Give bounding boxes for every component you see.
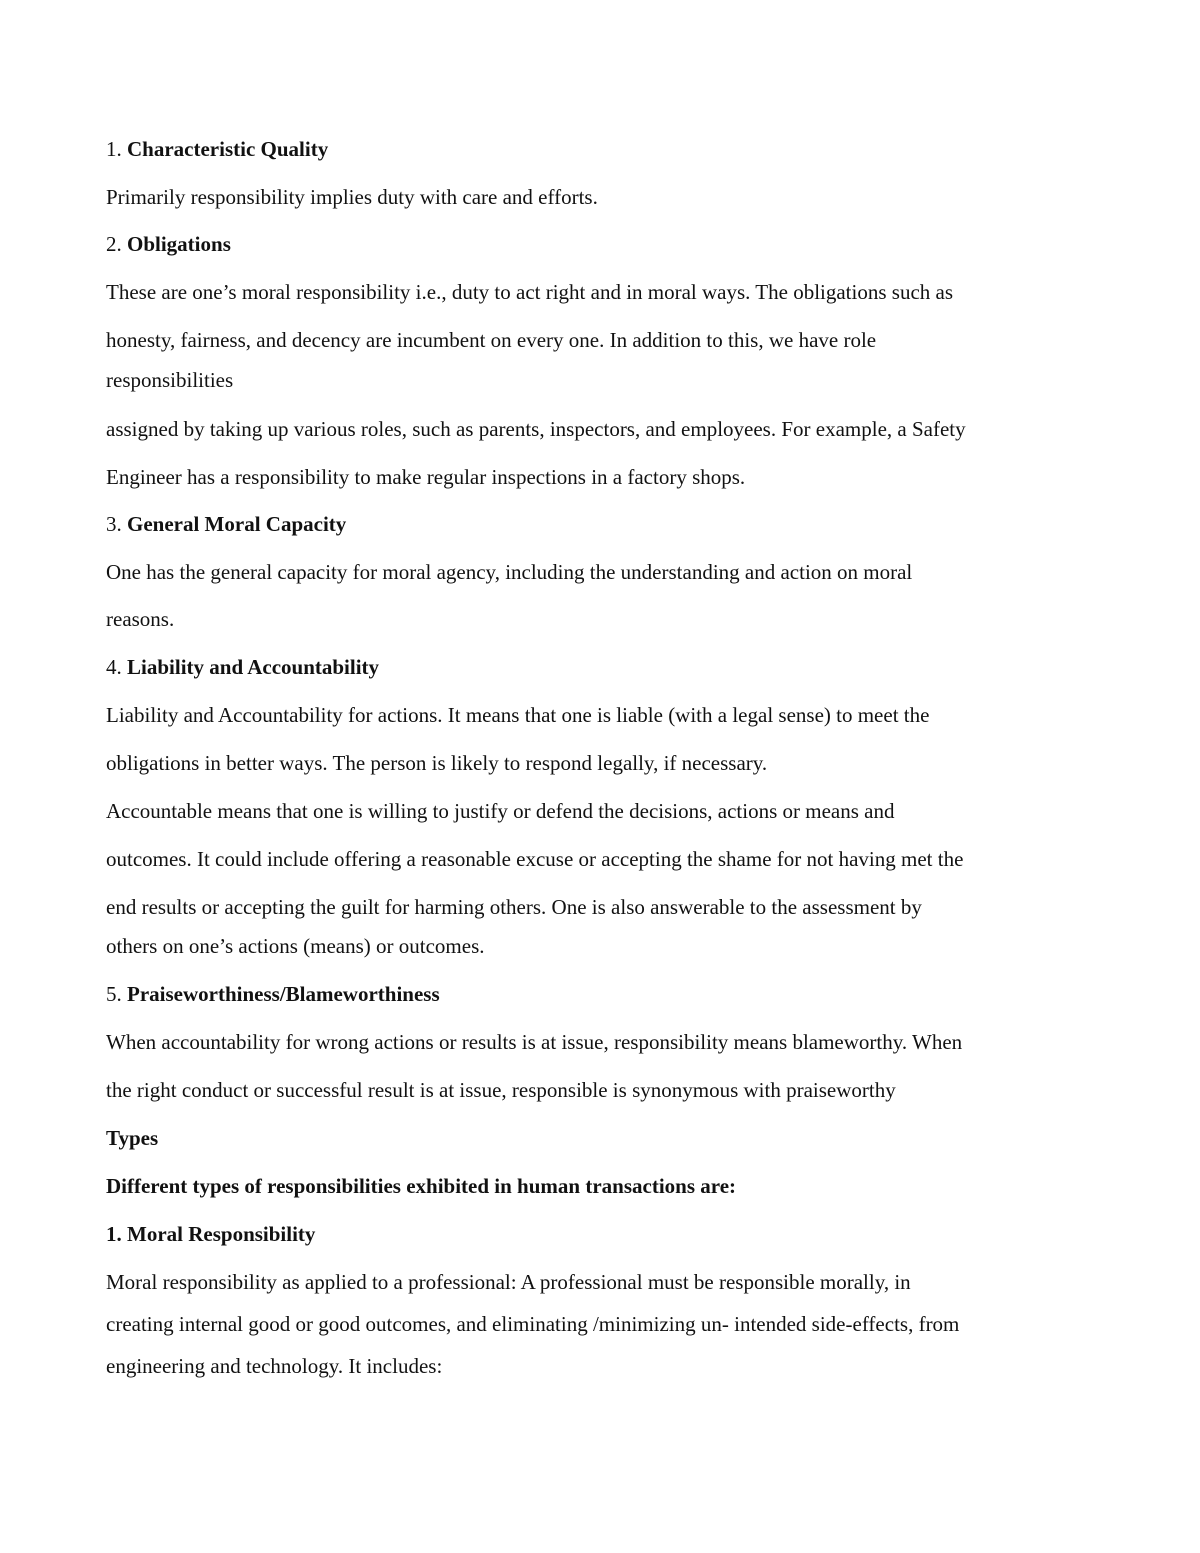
heading-number: 2. — [106, 232, 122, 256]
body-line: Moral responsibility as applied to a professional: A professional must be responsible morally, in — [106, 1270, 911, 1294]
heading-title: Praiseworthiness/Blameworthiness — [127, 982, 440, 1006]
body-line: One has the general capacity for moral agency, including the understanding and action on moral — [106, 560, 913, 584]
heading-number: 1. — [106, 137, 122, 161]
body-line: These are one’s moral responsibility i.e., duty to act right and in moral ways. The obligations such as — [106, 280, 954, 304]
body-line: the right conduct or successful result is at issue, responsible is synonymous with praiseworthy — [106, 1078, 896, 1102]
body-line: creating internal good or good outcomes, and eliminating /minimizing un- intended side-effects, from — [106, 1312, 960, 1336]
body-line: responsibilities — [106, 368, 234, 392]
heading-title: Characteristic Quality — [127, 137, 329, 161]
body-line: others on one’s actions (means) or outcomes. — [106, 934, 485, 958]
body-line: honesty, fairness, and decency are incumbent on every one. In addition to this, we have role — [106, 328, 877, 352]
section-heading — [106, 654, 379, 680]
body-line: end results or accepting the guilt for harming others. One is also answerable to the assessment by — [106, 895, 922, 919]
types-item-heading: 1. Moral Responsibility — [106, 1222, 316, 1246]
body-line: outcomes. It could include offering a reasonable excuse or accepting the shame for not having met the — [106, 847, 964, 871]
body-line: obligations in better ways. The person is likely to respond legally, if necessary. — [106, 751, 768, 775]
body-line: Liability and Accountability for actions. It means that one is liable (with a legal sense) to meet the — [106, 703, 930, 727]
section-heading — [106, 981, 440, 1007]
body-line: When accountability for wrong actions or results is at issue, responsibility means blameworthy. When — [106, 1030, 963, 1054]
section-heading — [106, 511, 346, 537]
body-line: Engineer has a responsibility to make regular inspections in a factory shops. — [106, 465, 746, 489]
body-line: Accountable means that one is willing to justify or defend the decisions, actions or means and — [106, 799, 895, 823]
body-line: assigned by taking up various roles, such as parents, inspectors, and employees. For example, a Safety — [106, 417, 966, 441]
body-line: reasons. — [106, 607, 175, 631]
heading-number: 3. — [106, 512, 122, 536]
types-intro: Different types of responsibilities exhibited in human transactions are: — [106, 1174, 737, 1198]
types-title: Types — [106, 1126, 159, 1150]
heading-number: 5. — [106, 982, 122, 1006]
body-line: engineering and technology. It includes: — [106, 1354, 443, 1378]
body-line: Primarily responsibility implies duty with care and efforts. — [106, 185, 598, 209]
heading-title: General Moral Capacity — [127, 512, 347, 536]
heading-number: 4. — [106, 655, 122, 679]
section-heading — [106, 136, 328, 162]
section-heading — [106, 231, 231, 257]
heading-title: Liability and Accountability — [127, 655, 380, 679]
heading-title: Obligations — [127, 232, 231, 256]
